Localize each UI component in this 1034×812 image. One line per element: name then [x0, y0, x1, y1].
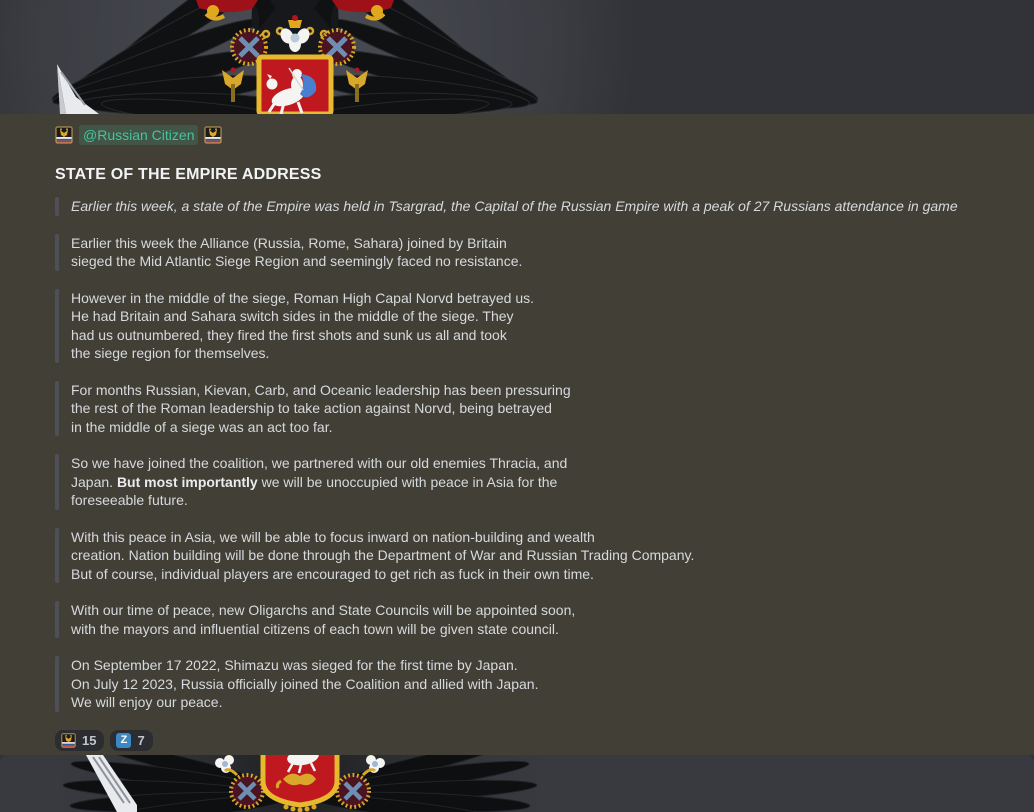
reaction-count: 15 [82, 732, 97, 748]
message-heading: STATE OF THE EMPIRE ADDRESS [55, 166, 322, 183]
quote-text: Earlier this week, a state of the Empire was held in Tsargrad, the Capital of the Russian Empire with a peak of 27 Russians attendance in game [71, 198, 958, 214]
regional-indicator-z-emoji: Z [116, 733, 131, 748]
coat-of-arms-top-image[interactable] [0, 0, 1034, 114]
quote-text: Earlier this week the Alliance (Russia, Rome, Sahara) joined by Britain sieged the Mid Atlantic Siege Region and seemingly faced no resistance. [71, 234, 523, 269]
quote-block [55, 289, 1018, 363]
russian-empire-flag-eagle-emoji [61, 733, 76, 748]
russian-empire-flag-eagle-emoji [204, 126, 222, 144]
imperial-eagle-bottom-artwork [0, 755, 1034, 812]
coat-of-arms-bottom-image[interactable] [0, 755, 1034, 812]
user-mention[interactable]: @Russian Citizen [79, 125, 198, 145]
mention-row [55, 125, 1018, 145]
quote-block [55, 601, 1018, 638]
imperial-eagle-top-artwork [0, 0, 1034, 114]
quote-text: So we have joined the coalition, we partnered with our old enemies Thracia, and Japan. But most importantly we will be unoccupied with peace in Asia for the foreseeable future. [71, 455, 568, 508]
reactions-row [55, 730, 1018, 751]
russian-empire-flag-eagle-emoji [55, 126, 73, 144]
quote-text: On September 17 2022, Shimazu was sieged for the first time by Japan. On July 12 2023, Russia officially joined the Coalition and allied with Japan. We will enjoy our peace. [71, 657, 539, 710]
reaction-count: 7 [137, 732, 145, 748]
quote-text: However in the middle of the siege, Roman High Capal Norvd betrayed us. He had Britain and Sahara switch sides in the middle of the siege. They had us outnumbered, they fired the first shots and sunk us all and took the siege region for themselves. [71, 289, 535, 361]
quote-block [55, 381, 1018, 437]
quote-text: With our time of peace, new Oligarchs and State Councils will be appointed soon, with the mayors and influential citizens of each town will be given state council. [71, 602, 576, 637]
quote-block [55, 197, 1018, 216]
quote-text: For months Russian, Kievan, Carb, and Oceanic leadership has been pressuring the rest of the Roman leadership to take action against Norvd, being betrayed in the middle of a siege was an act too far. [71, 381, 571, 435]
quote-block [55, 656, 1018, 712]
quote-text: With this peace in Asia, we will be able to focus inward on nation-building and wealth creation. Nation building will be done through the Department of War and Russian Trading Company. But of course, individual players are encouraged to get rich as fuck in their own time. [71, 528, 695, 582]
reaction-russian-empire-emoji[interactable] [55, 730, 104, 751]
quotes-container [55, 197, 1018, 712]
quote-block [55, 528, 1018, 584]
quote-block [55, 234, 1018, 271]
reaction-letter-z-emoji[interactable] [110, 730, 152, 751]
mentioned-message [0, 114, 1034, 755]
quote-block [55, 454, 1018, 510]
